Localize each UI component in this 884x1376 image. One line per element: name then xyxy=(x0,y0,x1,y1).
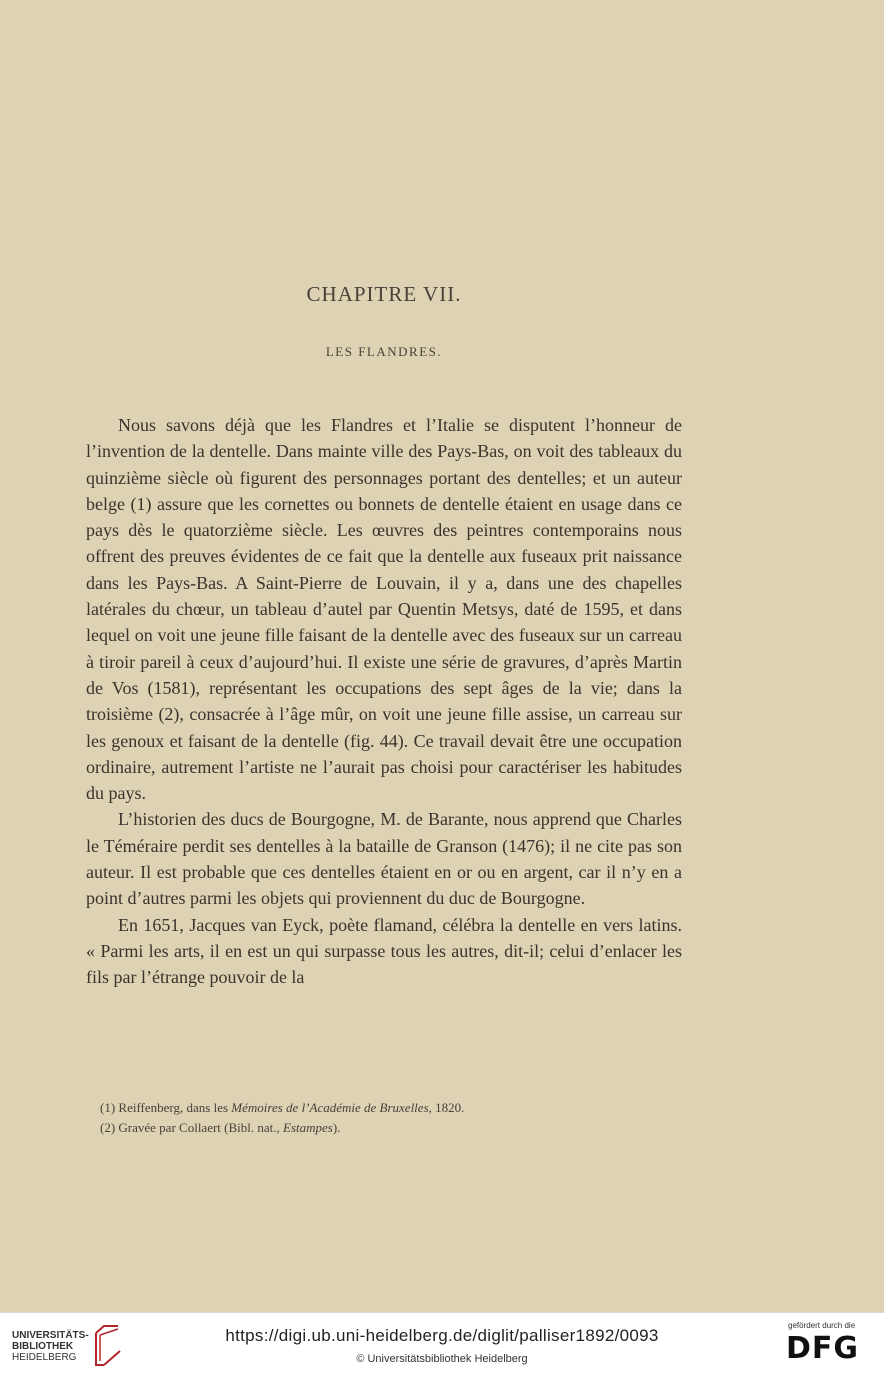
funder-note: gefördert durch die xyxy=(788,1321,856,1330)
footnotes xyxy=(100,1098,660,1138)
chapter-title: CHAPITRE VII. xyxy=(306,282,462,306)
paragraph: L’historien des ducs de Bourgogne, M. de Barante, nous apprend que Charles le Téméraire perdit ses dentelles à la bataille de Granson (1476); il ne cite pas son auteur. Il est probable que ces dentelles étaient en or ou en argent, car il n’y en a point d’autres parmi les objets qui proviennent du duc de Bourgogne. xyxy=(86,809,682,909)
library-logo[interactable]: UNIVERSITÄTS- BIBLIOTHEK HEIDELBERG xyxy=(12,1330,89,1363)
body-text xyxy=(86,412,682,991)
footnote-2: (2) Gravée par Collaert (Bibl. nat., Estampes). xyxy=(100,1120,341,1135)
paragraph: En 1651, Jacques van Eyck, poète flamand, célébra la dentelle en vers latins. « Parmi les arts, il en est un qui surpasse tous les autres, dit-il; celui d’enlacer les fils par l’étrange pouvoir de la xyxy=(86,914,682,988)
viewer-footer xyxy=(0,1312,884,1376)
section-title: LES FLANDRES. xyxy=(325,344,443,359)
footnote-1: (1) Reiffenberg, dans les Mémoires de l’Académie de Bruxelles, 1820. xyxy=(100,1100,465,1115)
copyright: © Universitätsbibliothek Heidelberg xyxy=(356,1353,528,1365)
dfg-logo[interactable]: DFG xyxy=(786,1331,860,1366)
paragraph: Nous savons déjà que les Flandres et l’Italie se disputent l’honneur de l’invention de la dentelle. Dans mainte ville des Pays-Bas, on voit des tableaux du quinzième siècle où figurent des personnages portant des dentelles; et un auteur belge (1) assure que les cornettes ou bonnets de dentelle étaient en usage dans ce pays dès le quatorzième siècle. Les œuvres des peintres contemporains nous offrent des preuves évidentes de ce fait que la dentelle aux fuseaux prit naissance dans les Pays-Bas. A Saint-Pierre de Louvain, il y a, dans une des chapelles latérales du chœur, un tableau d’autel par Quentin Metsys, daté de 1595, et dans lequel on voit une jeune fille faisant de la dentelle avec des fuseaux sur un carreau à tiroir pareil à ceux d’aujourd’hui. Il existe une série de gravures, d’après Martin de Vos (1581), représentant les occupations des sept âges de la vie; dans la troisième (2), consacrée à l’âge mûr, on voit une jeune fille assise, un carreau sur les genoux et faisant de la dentelle (fig. 44). Ce travail devait être une occupation ordinaire, autrement l’artiste ne l’aurait pas choisi pour caractériser les habitudes du pays. xyxy=(86,415,682,804)
permalink[interactable]: https://digi.ub.uni-heidelberg.de/diglit/palliser1892/0093 xyxy=(225,1326,659,1345)
